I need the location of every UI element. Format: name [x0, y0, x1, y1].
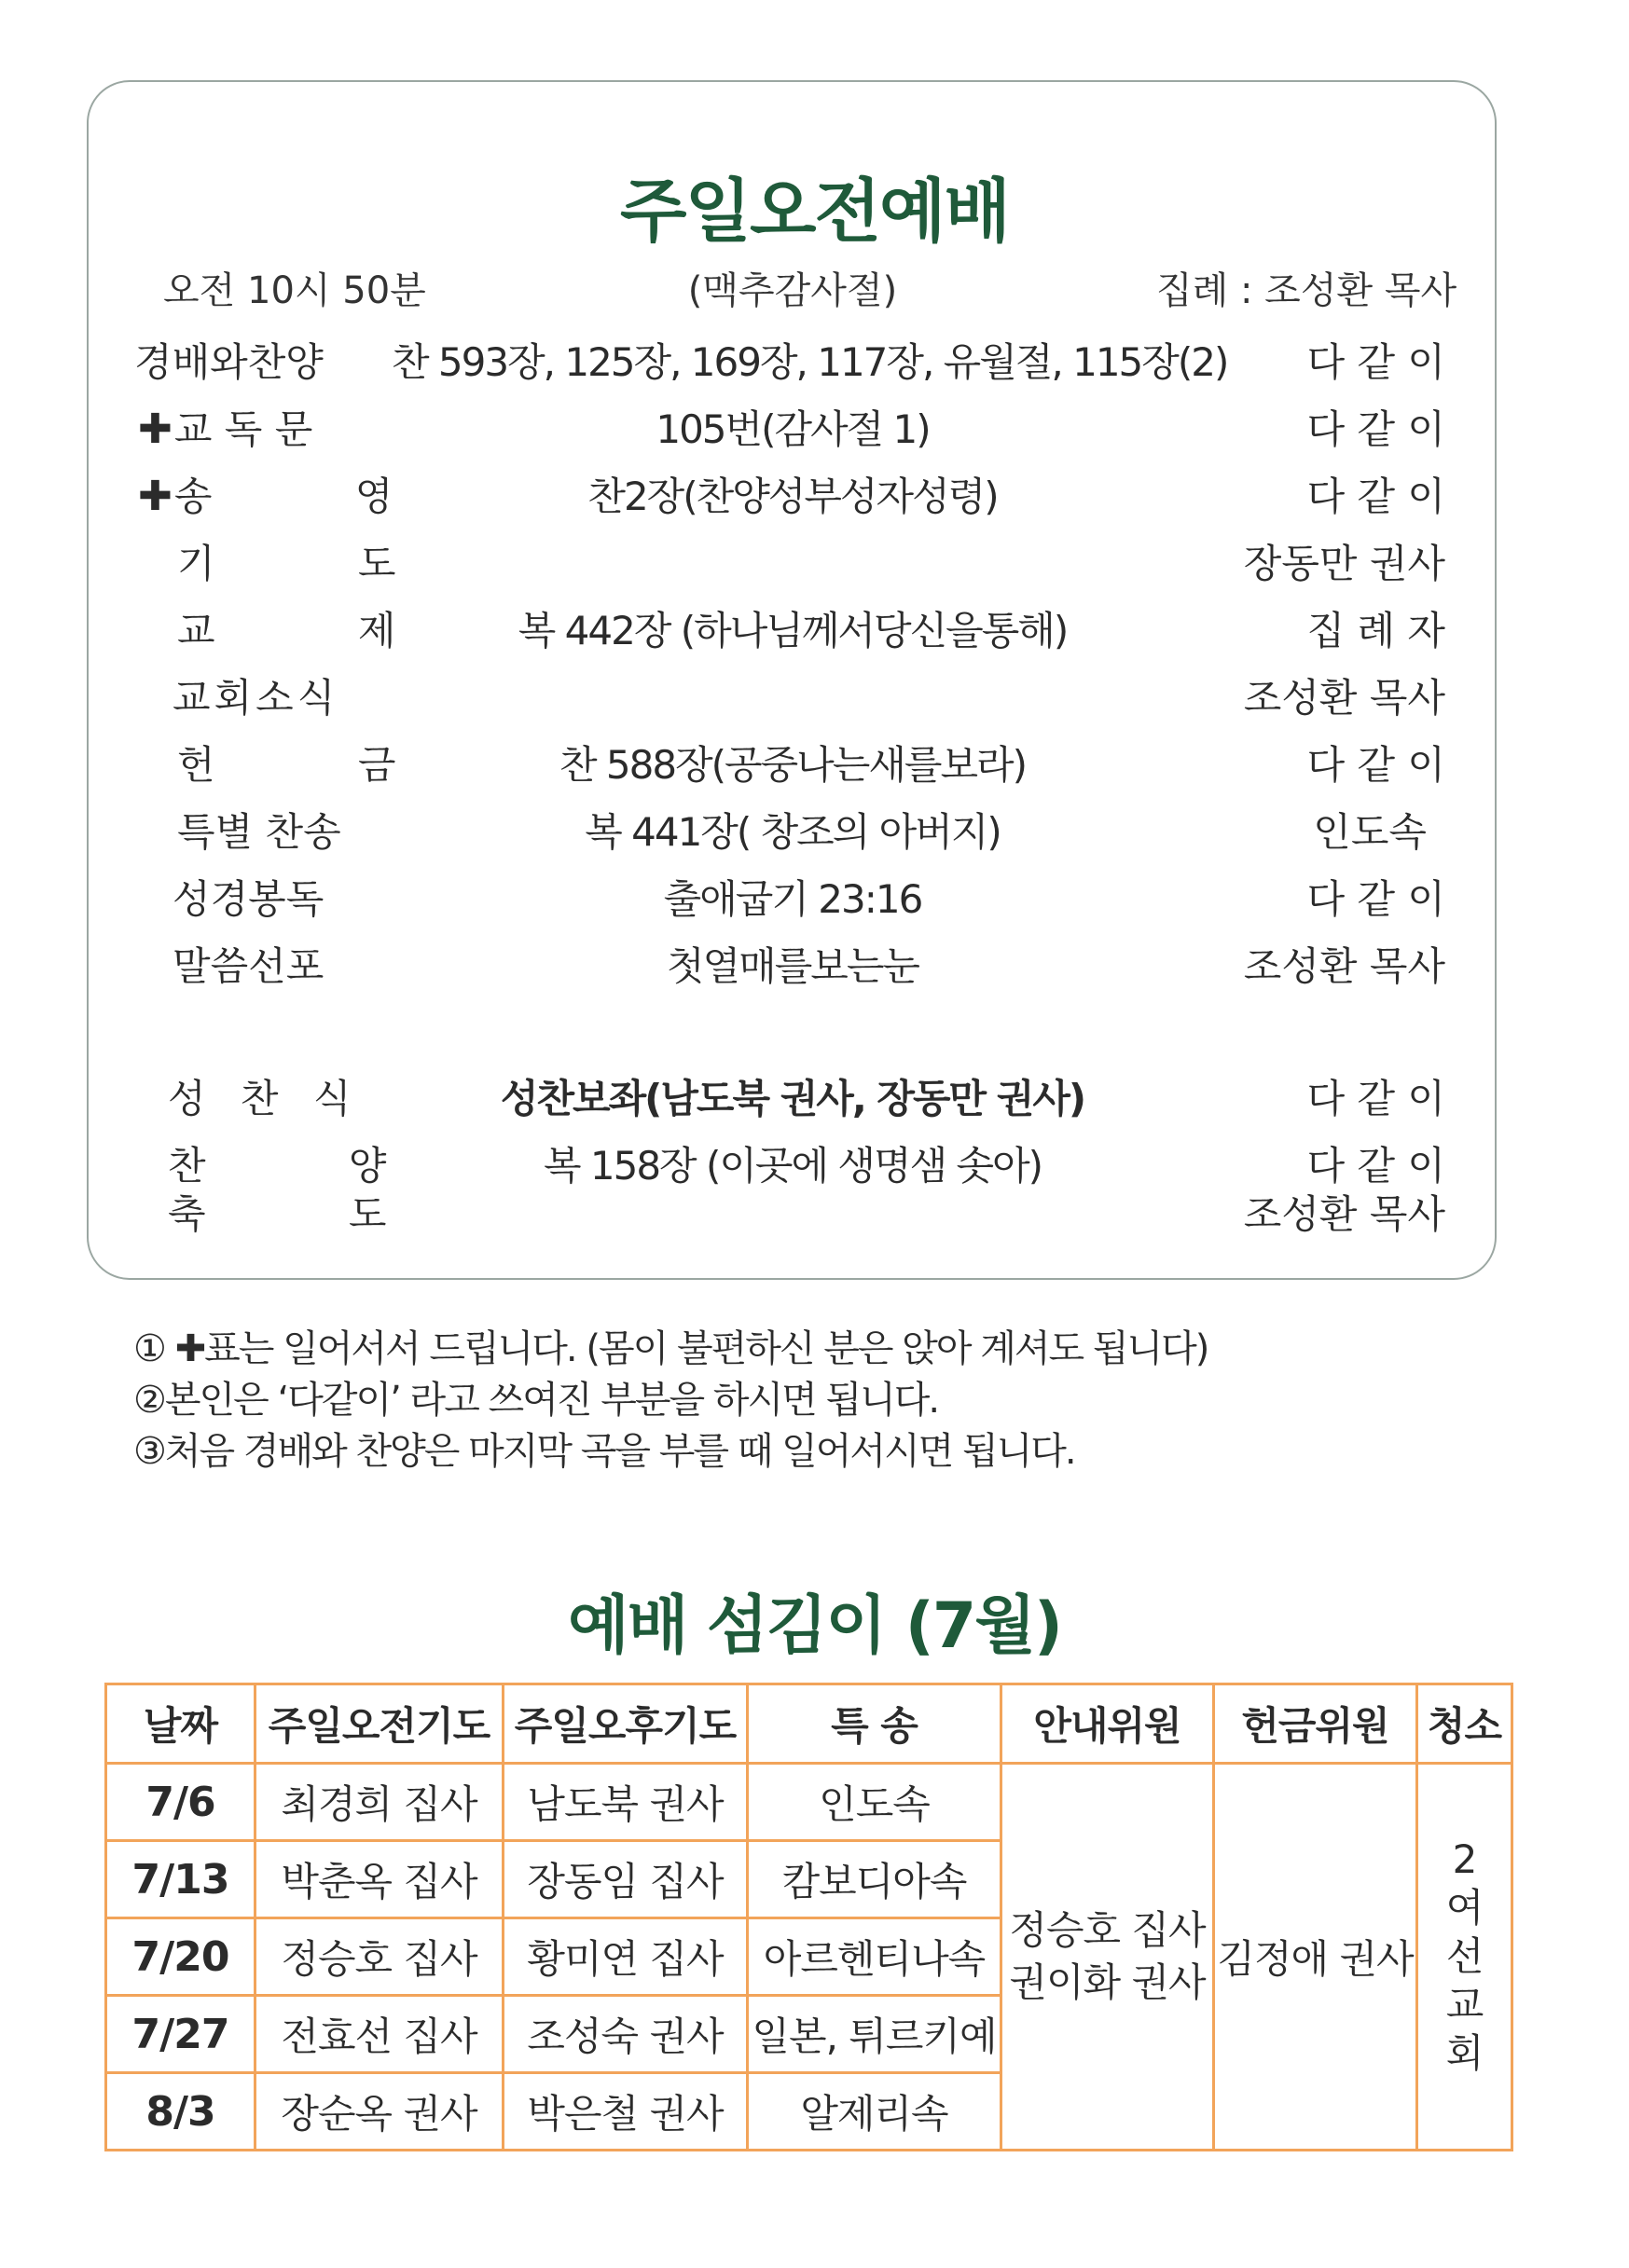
order-item: [0, 735, 1629, 790]
worship-occasion: (맥추감사절): [687, 269, 898, 312]
worship-presider: 집례 : 조성환 목사: [1156, 269, 1457, 312]
order-item: [0, 1135, 1629, 1191]
order-content: 복 158장 (이곳에 생명샘 솟아): [543, 1143, 1042, 1189]
order-label: 기 도: [177, 541, 462, 586]
cell-special-song: 캄보디아속: [748, 1841, 1001, 1918]
worship-notes: [133, 1324, 1208, 1478]
cell-special-song: 일본, 튀르키예: [748, 1996, 1001, 2073]
order-leader: 다 같 이: [1306, 406, 1445, 452]
order-content: 105번(감사절 1): [656, 406, 930, 452]
order-label: ✚교 독 문: [138, 405, 313, 453]
standing-cross-icon: ✚: [138, 473, 173, 520]
header-special-song: 특 송: [748, 1684, 1001, 1764]
cell-am-prayer: 정승호 집사: [255, 1918, 504, 1996]
duty-table: [104, 1683, 1513, 2151]
order-content: 복 441장( 창조의 아버지): [585, 809, 1001, 855]
header-date: 날짜: [106, 1684, 255, 1764]
order-leader: 인도속: [1313, 809, 1427, 855]
standing-cross-icon: ✚: [138, 405, 173, 453]
order-leader: 다 같 이: [1306, 339, 1445, 385]
note-line: ②본인은 ‘다같이’ 라고 쓰여진 부분을 하시면 됩니다.: [133, 1379, 939, 1422]
header-am-prayer: 주일오전기도: [255, 1684, 504, 1764]
order-item: [0, 802, 1629, 858]
header-cleaning: 청소: [1417, 1684, 1512, 1764]
cell-special-song: 아르헨티나속: [748, 1918, 1001, 1996]
worship-title: 주일오전예배: [620, 172, 1009, 252]
table-header-row: [106, 1684, 1512, 1764]
order-leader: 다 같 이: [1306, 876, 1445, 922]
cell-date: 7/13: [106, 1841, 255, 1918]
order-label: ✚송 영: [138, 473, 459, 520]
order-label: 찬 양: [168, 1143, 452, 1189]
order-leader: 집 례 자: [1306, 608, 1445, 653]
order-leader: 다 같 이: [1306, 1143, 1445, 1189]
header-ushers: 안내위원: [1001, 1684, 1214, 1764]
order-label: 헌 금: [177, 742, 462, 788]
cell-am-prayer: 최경희 집사: [255, 1764, 504, 1841]
order-item: [0, 667, 1629, 723]
order-label: 경배와찬양: [134, 339, 324, 385]
worship-time: 오전 10시 50분: [163, 269, 426, 312]
cell-date: 7/6: [106, 1764, 255, 1841]
order-item: [0, 332, 1629, 388]
cell-pm-prayer: 남도북 권사: [504, 1764, 748, 1841]
cell-pm-prayer: 장동임 집사: [504, 1841, 748, 1918]
header-offering: 헌금위원: [1214, 1684, 1417, 1764]
cell-offering: 김정애 권사: [1214, 1764, 1417, 2151]
order-content: 찬 593장, 125장, 169장, 117장, 유월절, 115장(2): [392, 339, 1228, 385]
order-content: 출애굽기 23:16: [663, 876, 922, 922]
cell-am-prayer: 전효선 집사: [255, 1996, 504, 2073]
cell-am-prayer: 장순옥 권사: [255, 2073, 504, 2151]
order-label: 교회소식: [173, 675, 339, 721]
cell-cleaning: 2 여 선 교 회: [1417, 1764, 1512, 2151]
note-line: ① ✚표는 일어서서 드립니다. (몸이 불편하신 분은 앉아 계셔도 됩니다): [133, 1327, 1208, 1370]
order-item: [0, 869, 1629, 925]
cell-pm-prayer: 박은철 권사: [504, 2073, 748, 2151]
order-item: [0, 399, 1629, 455]
cell-pm-prayer: 조성숙 권사: [504, 1996, 748, 2073]
order-item: [0, 533, 1629, 589]
cell-pm-prayer: 황미연 집사: [504, 1918, 748, 1996]
cell-ushers: [1001, 1764, 1214, 2151]
cell-special-song: 인도속: [748, 1764, 1001, 1841]
note-line: ③처음 경배와 찬양은 마지막 곡을 부를 때 일어서시면 됩니다.: [133, 1430, 1075, 1473]
usher-name: 권이화 권사: [1009, 1959, 1206, 2005]
duty-title: 예배 섬김이 (7월): [568, 1589, 1061, 1663]
order-label: 축 도: [168, 1191, 452, 1237]
order-label: 성 찬 식: [168, 1076, 363, 1121]
order-item: [0, 936, 1629, 992]
usher-name: 정승호 집사: [1009, 1907, 1206, 1953]
header-pm-prayer: 주일오후기도: [504, 1684, 748, 1764]
order-item: [0, 1184, 1629, 1240]
cell-am-prayer: 박춘옥 집사: [255, 1841, 504, 1918]
cell-date: 7/20: [106, 1918, 255, 1996]
cell-date: 7/27: [106, 1996, 255, 2073]
order-leader: 다 같 이: [1306, 474, 1445, 519]
order-leader: 다 같 이: [1306, 742, 1445, 788]
order-content: 첫열매를보는눈: [666, 943, 918, 989]
order-leader: 조성환 목사: [1243, 675, 1445, 721]
order-leader: 조성환 목사: [1243, 1191, 1445, 1237]
order-item: [0, 466, 1629, 522]
order-content: 찬 588장(공중나는새를보라): [559, 742, 1026, 788]
order-content: 찬2장(찬양성부성자성령): [587, 474, 998, 519]
order-item: [0, 1068, 1629, 1124]
cell-date: 8/3: [106, 2073, 255, 2151]
order-content: 복 442장 (하나님께서당신을통해): [518, 608, 1068, 653]
order-label: 말씀선포: [173, 943, 324, 989]
order-label: 성경봉독: [173, 876, 324, 922]
order-content: 성찬보좌(남도북 권사, 장동만 권사): [500, 1076, 1085, 1121]
order-leader: 장동만 권사: [1243, 541, 1445, 586]
table-row: [106, 1764, 1512, 1841]
order-label: 특별 찬송: [177, 809, 341, 855]
cell-special-song: 알제리속: [748, 2073, 1001, 2151]
order-leader: 다 같 이: [1306, 1076, 1445, 1121]
order-item: [0, 600, 1629, 656]
order-leader: 조성환 목사: [1243, 943, 1445, 989]
order-label: 교 제: [177, 608, 462, 653]
